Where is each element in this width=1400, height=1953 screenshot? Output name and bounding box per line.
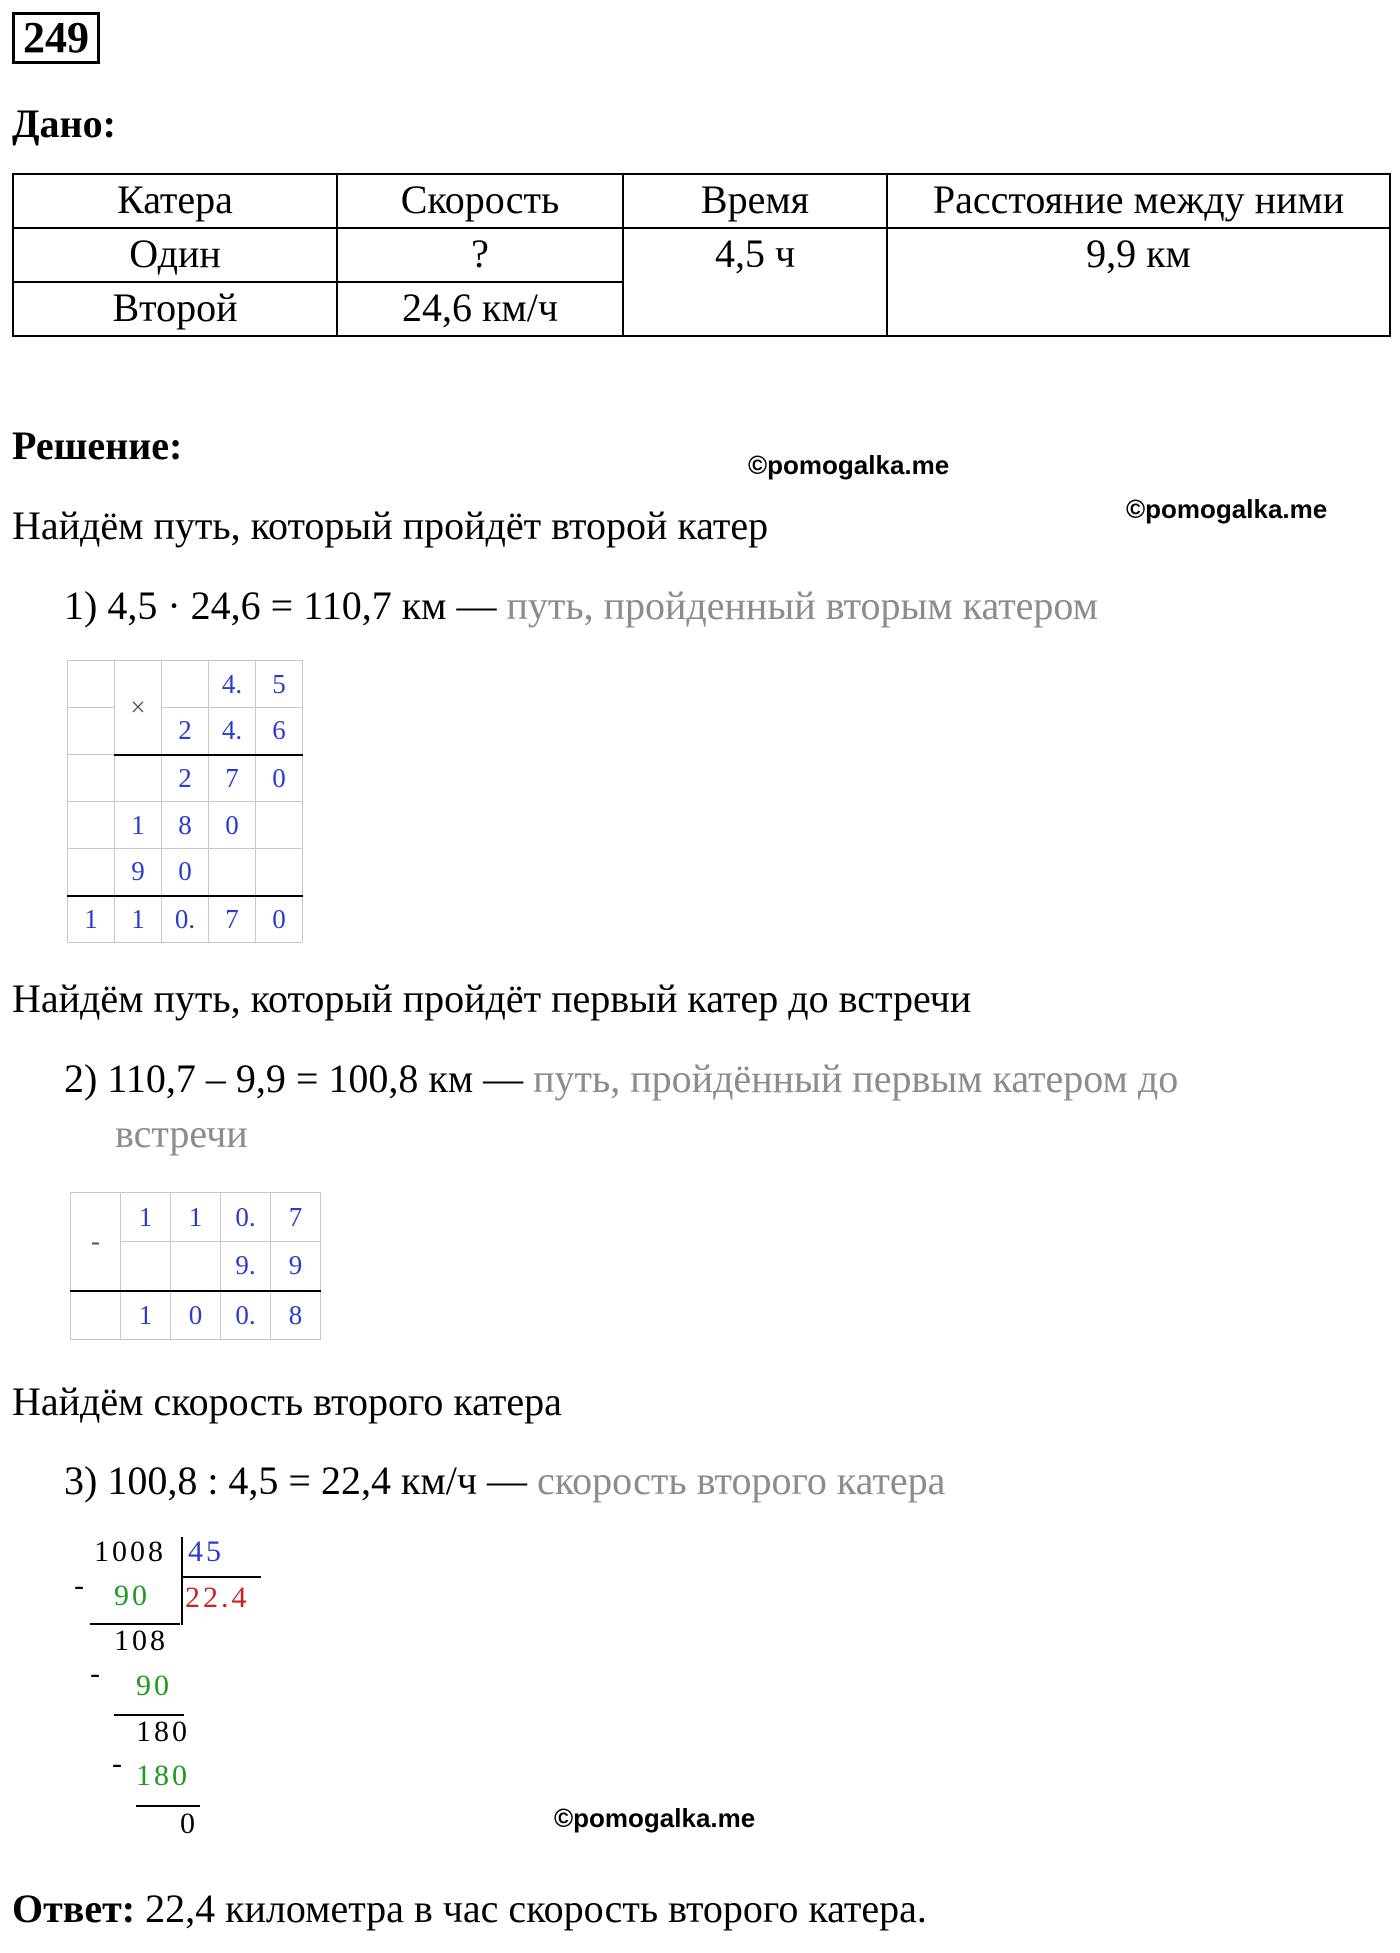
step-comment-continued: встречи <box>115 1111 248 1156</box>
header-distance: Расстояние между ними <box>887 174 1390 228</box>
task-number: 249 <box>12 12 100 64</box>
step-expression: 2) 110,7 – 9,9 = 100,8 км — <box>64 1056 524 1101</box>
step-comment: путь, пройдённый первым катером до <box>533 1056 1179 1101</box>
grid-cell: 6 <box>256 708 303 755</box>
answer-label: Ответ: <box>12 1886 136 1931</box>
row-boat-first: Один <box>13 228 337 282</box>
grid-cell <box>115 755 162 802</box>
step-expression: 1) 4,5 · 24,6 = 110,7 км — <box>64 583 497 628</box>
subtrahend: 180 <box>136 1759 190 1792</box>
step-intro: Найдём путь, который пройдёт второй катер <box>12 503 769 548</box>
grid-cell <box>162 661 209 708</box>
step-comment: путь, пройденный вторым катером <box>506 583 1098 628</box>
cell-distance: 9,9 км <box>887 228 1390 336</box>
dividend: 1008 <box>94 1535 166 1568</box>
step-expression: 3) 100,8 : 4,5 = 22,4 км/ч — <box>64 1458 527 1503</box>
divisor: 45 <box>188 1535 224 1568</box>
grid-cell: 1 <box>115 802 162 849</box>
step-comment: скорость второго катера <box>536 1458 946 1503</box>
step-line <box>64 582 1098 629</box>
grid-cell: 0. <box>221 1193 271 1242</box>
grid-cell: 8 <box>162 802 209 849</box>
grid-cell: 1 <box>121 1291 171 1340</box>
grid-cell: 4. <box>209 708 256 755</box>
grid-cell: 5 <box>256 661 303 708</box>
solution-heading: Решение: <box>12 423 183 468</box>
minus-sign: - <box>90 1657 103 1690</box>
watermark: ©pomogalka.me <box>1126 494 1328 524</box>
step-line <box>64 1055 1178 1102</box>
grid-cell: 1 <box>171 1193 221 1242</box>
grid-cell <box>121 1242 171 1291</box>
header-boats: Катера <box>13 174 337 228</box>
grid-cell: 0. <box>162 896 209 943</box>
grid-cell: 2 <box>162 755 209 802</box>
minus-sign: - <box>71 1193 121 1291</box>
grid-cell: 7 <box>209 755 256 802</box>
remainder: 180 <box>136 1715 190 1748</box>
grid-cell <box>171 1242 221 1291</box>
row-speed-second: 24,6 км/ч <box>337 282 623 336</box>
quotient-line <box>183 1576 261 1578</box>
watermark: ©pomogalka.me <box>748 450 950 480</box>
grid-cell <box>209 849 256 896</box>
grid-cell: 2 <box>162 708 209 755</box>
row-boat-second: Второй <box>13 282 337 336</box>
grid-cell <box>71 1291 121 1340</box>
grid-cell: 1 <box>68 896 115 943</box>
quotient: 22.4 <box>185 1581 250 1614</box>
grid-cell <box>68 755 115 802</box>
grid-cell <box>256 802 303 849</box>
grid-cell <box>256 849 303 896</box>
answer <box>12 1885 927 1932</box>
remainder: 0 <box>180 1807 198 1840</box>
minus-sign: - <box>74 1569 87 1602</box>
grid-cell: 0 <box>256 896 303 943</box>
grid-cell: 8 <box>271 1291 321 1340</box>
subtrahend: 90 <box>136 1669 172 1702</box>
grid-cell <box>68 802 115 849</box>
grid-cell: 7 <box>271 1193 321 1242</box>
grid-cell <box>68 661 115 708</box>
remainder: 108 <box>114 1624 168 1657</box>
grid-cell <box>68 708 115 755</box>
given-table <box>12 173 1391 337</box>
step-line <box>64 1457 945 1504</box>
subtrahend: 90 <box>114 1579 150 1612</box>
grid-cell: 0 <box>256 755 303 802</box>
subtraction-grid <box>70 1192 321 1340</box>
grid-cell: 4. <box>209 661 256 708</box>
grid-cell: 7 <box>209 896 256 943</box>
header-time: Время <box>623 174 887 228</box>
grid-cell: 0. <box>221 1291 271 1340</box>
cell-time: 4,5 ч <box>623 228 887 336</box>
step-intro: Найдём путь, который пройдёт первый катер до встречи <box>12 976 972 1021</box>
given-heading: Дано: <box>12 101 116 146</box>
grid-cell: 9 <box>115 849 162 896</box>
header-speed: Скорость <box>337 174 623 228</box>
grid-cell: 0 <box>209 802 256 849</box>
grid-cell: 9 <box>271 1242 321 1291</box>
multiply-sign: × <box>115 661 162 755</box>
watermark: ©pomogalka.me <box>554 1803 756 1833</box>
grid-cell: 9. <box>221 1242 271 1291</box>
grid-cell: 0 <box>162 849 209 896</box>
row-speed-first: ? <box>337 228 623 282</box>
grid-cell: 1 <box>115 896 162 943</box>
minus-sign: - <box>112 1747 125 1780</box>
grid-cell: 0 <box>171 1291 221 1340</box>
division-bar <box>181 1537 183 1625</box>
multiplication-grid <box>67 660 303 943</box>
step-intro: Найдём скорость второго катера <box>12 1379 562 1424</box>
long-division <box>70 1535 290 1855</box>
grid-cell: 1 <box>121 1193 171 1242</box>
grid-cell <box>68 849 115 896</box>
answer-text: 22,4 километра в час скорость второго катера. <box>145 1886 927 1931</box>
